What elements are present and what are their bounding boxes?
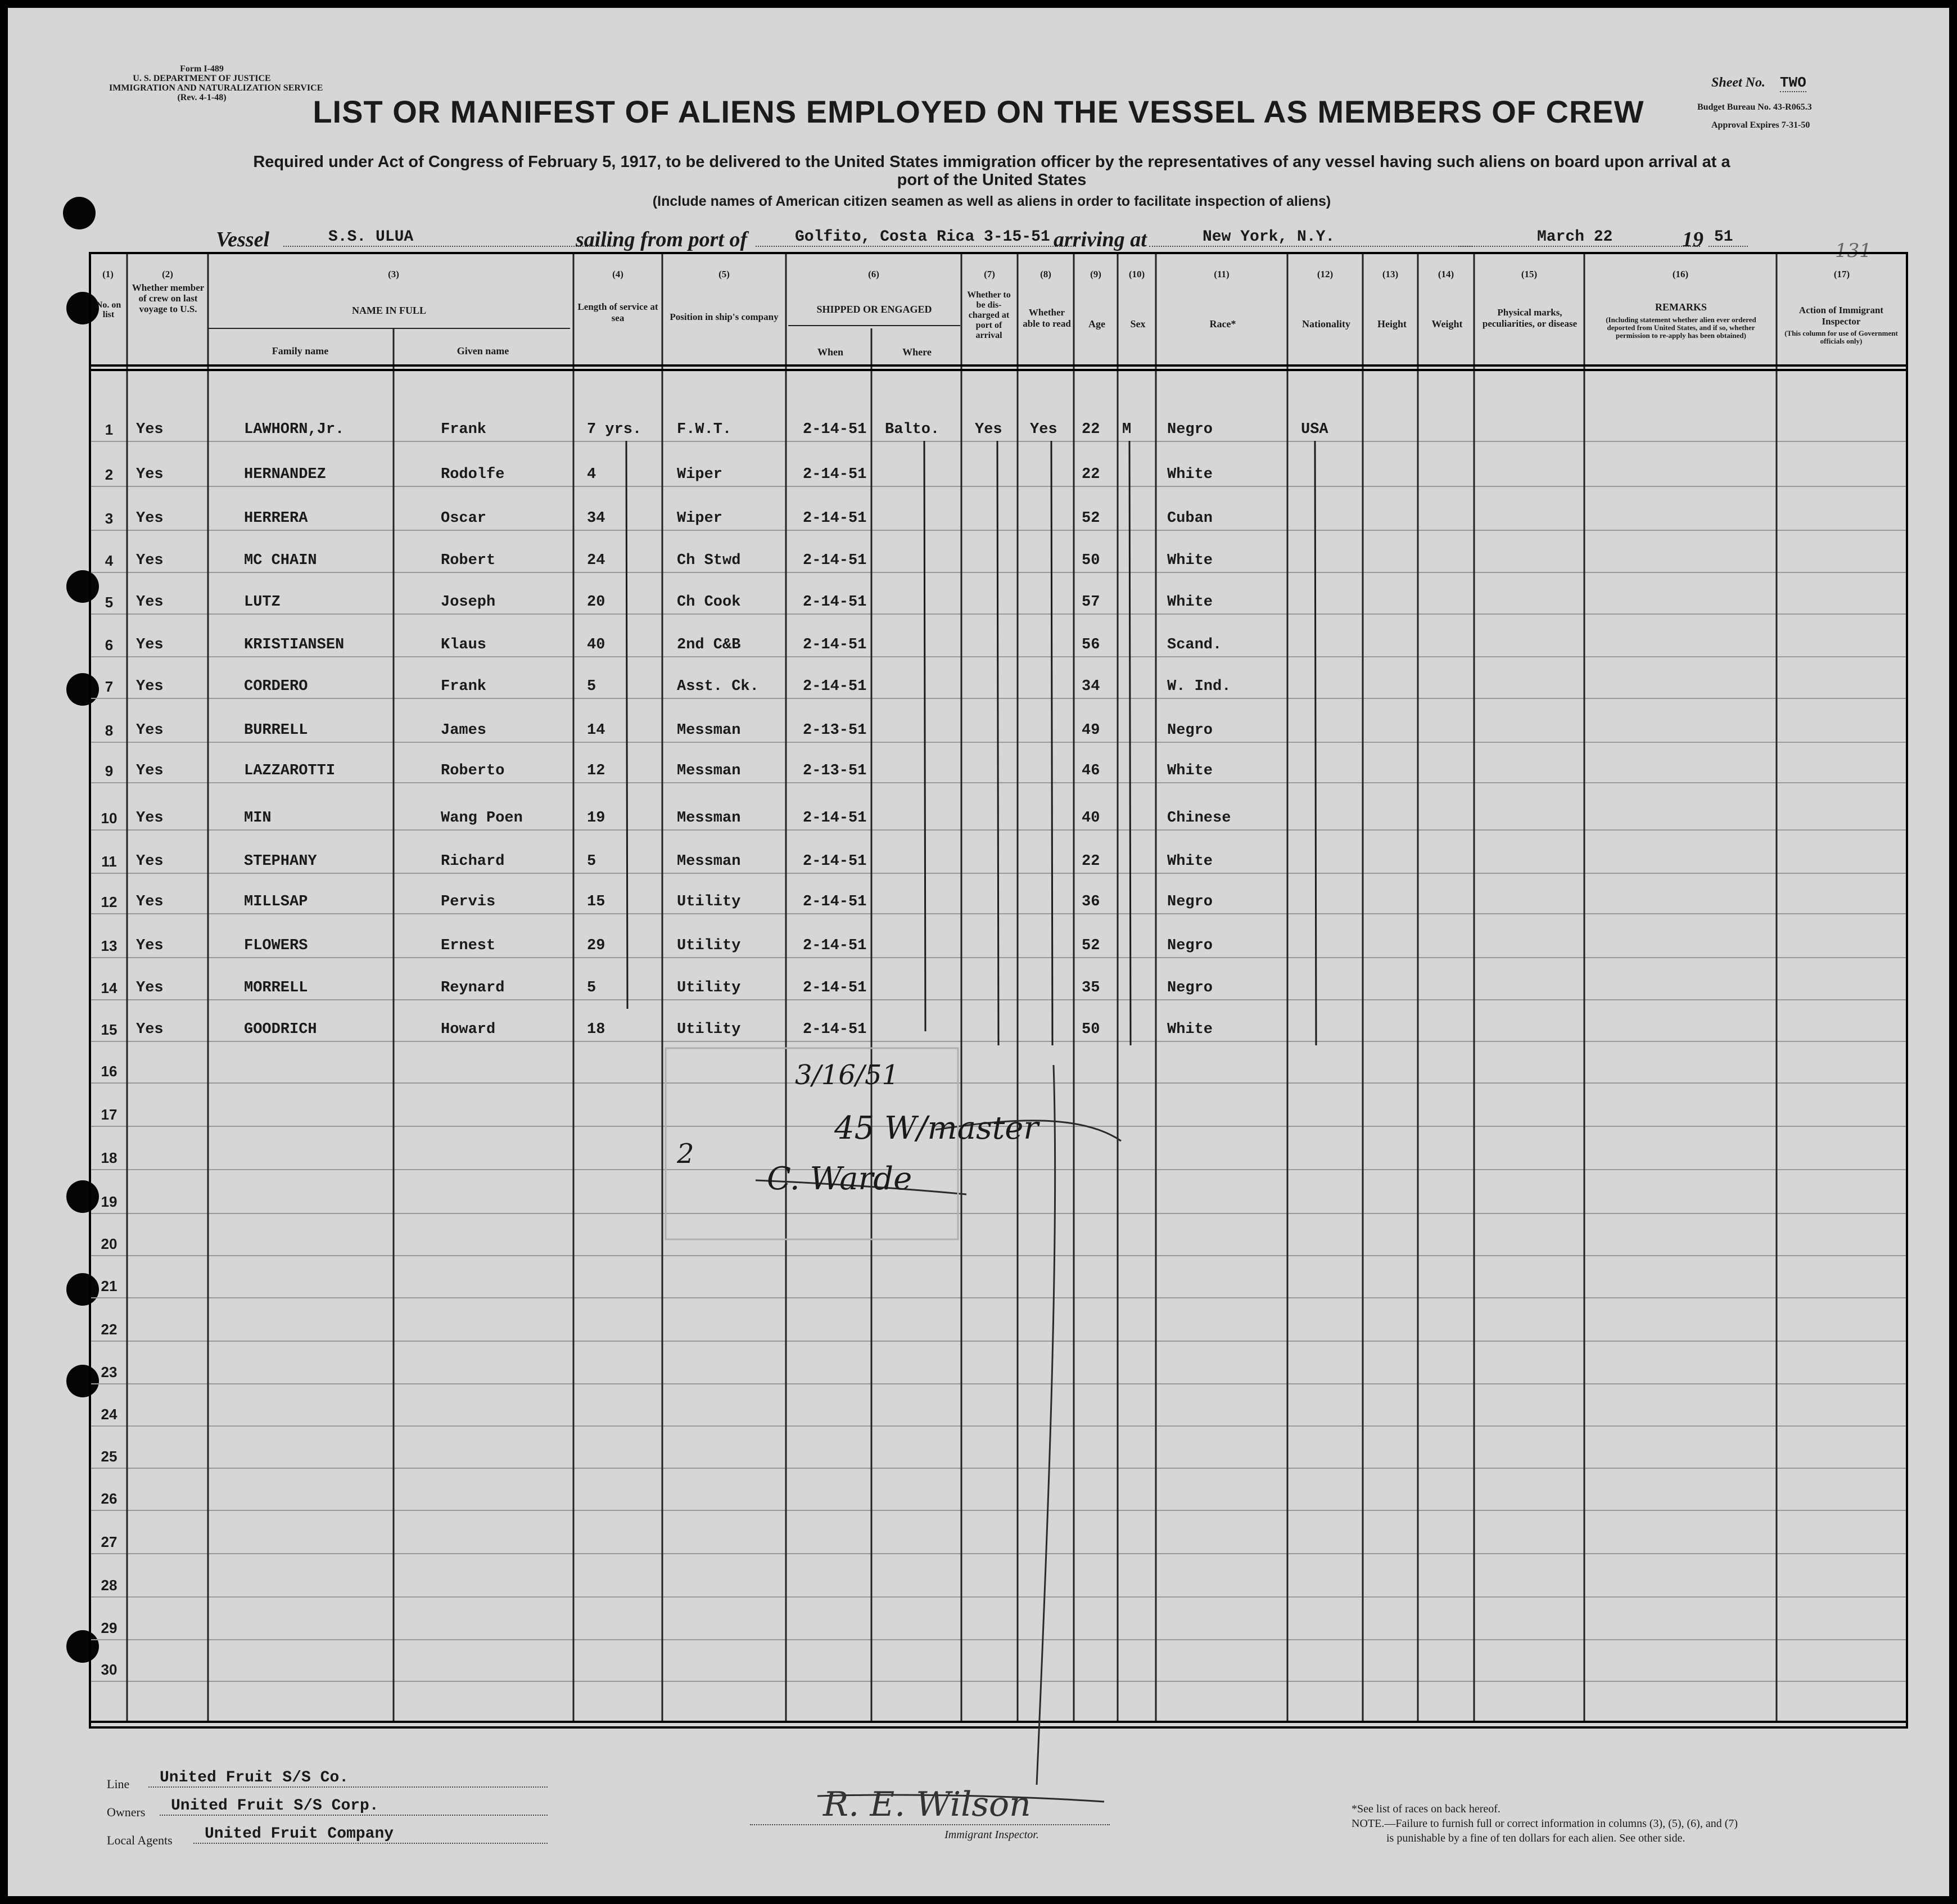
annotation-note: 45 W/master [834, 1110, 1039, 1147]
row-number: 1 [105, 421, 114, 438]
position-cell: Messman [677, 722, 741, 739]
race-cell: Negro [1167, 937, 1213, 954]
column-number: (12) [1317, 269, 1334, 279]
position-cell: Utility [677, 1021, 741, 1038]
footer-line: United Fruit S/S Co. [148, 1769, 548, 1788]
footer-note-2: NOTE.—Failure to furnish full or correct information in columns (3), (5), (6), and (7) [1352, 1817, 1738, 1830]
arrival-date: March 22 [1458, 228, 1700, 247]
service-cell: 7 yrs. [587, 421, 642, 438]
service: IMMIGRATION AND NATURALIZATION SERVICE [109, 83, 323, 93]
row-number: 6 [105, 637, 114, 653]
arriving-at: New York, N.Y. [1149, 228, 1472, 247]
shipped-when-cell: 2-13-51 [803, 762, 867, 779]
given-name-cell: Wang Poen [441, 810, 523, 827]
annotation-count: 2 [677, 1138, 694, 1170]
header-able-read: Whether able to read [1023, 307, 1071, 329]
age-cell: 22 [1082, 466, 1100, 483]
position-cell: Wiper [677, 510, 723, 527]
arriving-label: arriving at [1054, 228, 1147, 251]
age-cell: 34 [1082, 678, 1100, 695]
given-name-cell: Howard [441, 1021, 496, 1038]
shipped-when-cell: 2-14-51 [803, 853, 867, 870]
header-position: Position in ship's company [670, 312, 779, 322]
row-number: 21 [101, 1278, 117, 1294]
service-cell: 29 [587, 937, 605, 954]
age-cell: 46 [1082, 762, 1100, 779]
race-cell: Negro [1167, 894, 1213, 910]
header-when: When [817, 346, 843, 358]
member-cell: Yes [136, 552, 164, 569]
position-cell: Wiper [677, 466, 723, 483]
age-cell: 52 [1082, 937, 1100, 954]
service-cell: 14 [587, 722, 605, 739]
given-name-cell: Rodolfe [441, 466, 505, 483]
shipped-where-cell: Balto. [885, 421, 940, 438]
ditto-stroke [1315, 441, 1316, 1045]
row-number: 19 [101, 1193, 117, 1210]
shipped-when-cell: 2-14-51 [803, 510, 867, 527]
header-given-name: Given name [457, 345, 509, 357]
row-number: 4 [105, 552, 114, 569]
given-name-cell: Richard [441, 853, 505, 870]
position-cell: Ch Stwd [677, 552, 741, 569]
ditto-stroke [997, 441, 998, 1045]
inspector-signature: R. E. Wilson [823, 1785, 1031, 1824]
shipped-when-cell: 2-14-51 [803, 937, 867, 954]
column-number: (14) [1438, 269, 1454, 279]
family-name-cell: MIN [244, 810, 272, 827]
shipped-when-cell: 2-14-51 [803, 421, 867, 438]
position-cell: Messman [677, 853, 741, 870]
race-cell: W. Ind. [1167, 678, 1231, 695]
header-family-name: Family name [272, 345, 329, 357]
row-number: 16 [101, 1063, 117, 1080]
header-discharged: Whether to be dis-charged at port of arrival [967, 290, 1011, 340]
race-cell: Negro [1167, 980, 1213, 996]
family-name-cell: LAWHORN,Jr. [244, 421, 345, 438]
row-number: 30 [101, 1661, 117, 1678]
annotation-note-2: C. Warde [767, 1161, 912, 1197]
header-race: Race* [1209, 318, 1236, 330]
ditto-stroke [1129, 441, 1131, 1045]
family-name-cell: HERNANDEZ [244, 466, 326, 483]
ditto-stroke [626, 441, 627, 1009]
age-cell: 52 [1082, 510, 1100, 527]
sheet-label: Sheet No. [1711, 75, 1765, 90]
member-cell: Yes [136, 762, 164, 779]
family-name-cell: BURRELL [244, 722, 308, 739]
arrival-year: 51 [1709, 228, 1748, 247]
footer-agents: United Fruit Company [193, 1825, 548, 1844]
given-name-cell: Ernest [441, 937, 496, 954]
sailing-label: sailing from port of [576, 228, 748, 251]
member-cell: Yes [136, 1021, 164, 1038]
row-number: 7 [105, 678, 114, 695]
row-number: 14 [101, 980, 117, 996]
family-name-cell: MC CHAIN [244, 552, 317, 569]
column-number: (7) [984, 269, 995, 279]
discharged-cell: Yes [975, 421, 1002, 438]
family-name-cell: HERRERA [244, 510, 308, 527]
header-height: Height [1377, 318, 1407, 330]
service-cell: 34 [587, 510, 605, 527]
year-prefix: 19 [1682, 228, 1703, 251]
shipped-when-cell: 2-14-51 [803, 637, 867, 653]
manifest-sheet [8, 8, 1949, 1896]
column-number: (2) [162, 269, 173, 279]
member-cell: Yes [136, 594, 164, 611]
race-cell: Negro [1167, 421, 1213, 438]
footer-inspector-label: Immigrant Inspector. [944, 1829, 1039, 1841]
budget-bureau: Budget Bureau No. 43-R065.3 [1697, 102, 1812, 112]
row-number: 15 [101, 1021, 117, 1038]
column-number: (5) [718, 269, 730, 279]
department: U. S. DEPARTMENT OF JUSTICE [133, 74, 271, 83]
header-nationality: Nationality [1301, 318, 1350, 330]
vessel-label: Vessel [216, 228, 269, 251]
column-number: (17) [1833, 269, 1850, 279]
race-cell: Negro [1167, 722, 1213, 739]
given-name-cell: Klaus [441, 637, 487, 653]
sailing-from: Golfito, Costa Rica 3-15-51 [756, 228, 1076, 247]
subtitle-requirement: Required under Act of Congress of February 5, 1917, to be delivered to the United States immigration officer by the representatives of any vessel having such aliens on board upon arrival at a [253, 153, 1730, 171]
annotation-date: 3/16/51 [795, 1059, 900, 1091]
column-number: (15) [1521, 269, 1538, 279]
age-cell: 22 [1082, 853, 1100, 870]
position-cell: Messman [677, 810, 741, 827]
family-name-cell: LUTZ [244, 594, 281, 611]
column-number: (6) [868, 269, 879, 279]
shipped-when-cell: 2-14-51 [803, 466, 867, 483]
position-cell: Messman [677, 762, 741, 779]
service-cell: 40 [587, 637, 605, 653]
race-cell: Scand. [1167, 637, 1222, 653]
age-cell: 50 [1082, 552, 1100, 569]
member-cell: Yes [136, 637, 164, 653]
family-name-cell: LAZZAROTTI [244, 762, 336, 779]
row-number: 8 [105, 722, 114, 739]
shipped-when-cell: 2-13-51 [803, 722, 867, 739]
sheet-value: TWO [1780, 74, 1806, 91]
given-name-cell: Frank [441, 678, 487, 695]
header-age: Age [1088, 318, 1105, 330]
member-cell: Yes [136, 678, 164, 695]
race-cell: White [1167, 552, 1213, 569]
race-cell: White [1167, 762, 1213, 779]
shipped-when-cell: 2-14-51 [803, 552, 867, 569]
column-number: (11) [1214, 269, 1230, 279]
able-read-cell: Yes [1030, 421, 1057, 438]
race-cell: White [1167, 466, 1213, 483]
member-cell: Yes [136, 510, 164, 527]
position-cell: F.W.T. [677, 421, 732, 438]
header-remarks-note: (Including statement whether alien ever ordered deported from United States, and if so, whether permission to re-apply has been obtained) [1606, 315, 1756, 340]
position-cell: Utility [677, 980, 741, 996]
service-cell: 4 [587, 466, 596, 483]
service-cell: 19 [587, 810, 605, 827]
header-remarks: REMARKS [1655, 301, 1707, 313]
race-cell: White [1167, 853, 1213, 870]
service-cell: 5 [587, 678, 596, 695]
subtitle-port: port of the United States [897, 171, 1087, 189]
member-cell: Yes [136, 894, 164, 910]
position-cell: Asst. Ck. [677, 678, 759, 695]
row-number: 26 [101, 1490, 117, 1507]
race-cell: Chinese [1167, 810, 1231, 827]
row-number: 29 [101, 1619, 117, 1636]
age-cell: 57 [1082, 594, 1100, 611]
revision: (Rev. 4-1-48) [177, 93, 227, 102]
column-number: (3) [388, 269, 399, 279]
given-name-cell: Frank [441, 421, 487, 438]
row-number: 17 [101, 1106, 117, 1123]
family-name-cell: GOODRICH [244, 1021, 317, 1038]
row-number: 3 [105, 510, 114, 527]
position-cell: Ch Cook [677, 594, 741, 611]
column-number: (8) [1040, 269, 1051, 279]
service-cell: 15 [587, 894, 605, 910]
row-number: 12 [101, 894, 117, 910]
member-cell: Yes [136, 853, 164, 870]
age-cell: 50 [1082, 1021, 1100, 1038]
ditto-stroke [1051, 441, 1052, 1045]
position-cell: 2nd C&B [677, 637, 741, 653]
header-shipped: SHIPPED OR ENGAGED [816, 304, 932, 315]
footer-line-label: Line [107, 1777, 130, 1791]
row-number: 9 [105, 762, 114, 779]
service-cell: 5 [587, 980, 596, 996]
family-name-cell: CORDERO [244, 678, 308, 695]
header-where: Where [902, 346, 932, 358]
row-number: 23 [101, 1364, 117, 1380]
row-number: 20 [101, 1235, 117, 1252]
shipped-when-cell: 2-14-51 [803, 678, 867, 695]
member-cell: Yes [136, 937, 164, 954]
row-number: 27 [101, 1533, 117, 1550]
header-action: Action of Immigrant Inspector [1798, 305, 1884, 327]
given-name-cell: Reynard [441, 980, 505, 996]
signature-line [750, 1824, 1110, 1825]
header-length-service: Length of service at sea [577, 301, 658, 323]
form-number: Form I-489 [180, 64, 224, 74]
age-cell: 40 [1082, 810, 1100, 827]
shipped-when-cell: 2-14-51 [803, 810, 867, 827]
page-stamp: 131 [1835, 240, 1872, 262]
ditto-stroke [924, 441, 925, 1031]
row-number: 24 [101, 1406, 117, 1423]
family-name-cell: FLOWERS [244, 937, 308, 954]
service-cell: 24 [587, 552, 605, 569]
header-action-note: (This column for use of Government officials only) [1784, 329, 1898, 345]
race-cell: White [1167, 594, 1213, 611]
shipped-when-cell: 2-14-51 [803, 594, 867, 611]
given-name-cell: Roberto [441, 762, 505, 779]
footer-owners: United Fruit S/S Corp. [160, 1797, 548, 1816]
row-number: 10 [101, 810, 117, 827]
header-name-in-full: NAME IN FULL [351, 305, 426, 316]
member-cell: Yes [136, 980, 164, 996]
family-name-cell: STEPHANY [244, 853, 317, 870]
sex-cell: M [1122, 421, 1132, 438]
service-cell: 12 [587, 762, 605, 779]
age-cell: 56 [1082, 637, 1100, 653]
row-number: 11 [101, 853, 117, 870]
vessel-name: S.S. ULUA [283, 228, 615, 247]
given-name-cell: Oscar [441, 510, 487, 527]
service-cell: 5 [587, 853, 596, 870]
age-cell: 22 [1082, 421, 1100, 438]
approval-expires: Approval Expires 7-31-50 [1711, 120, 1810, 130]
shipped-when-cell: 2-14-51 [803, 894, 867, 910]
race-cell: Cuban [1167, 510, 1213, 527]
header-no-on-list: No. on list [96, 300, 121, 319]
column-number: (1) [102, 269, 114, 279]
family-name-cell: MILLSAP [244, 894, 308, 910]
given-name-cell: James [441, 722, 487, 739]
member-cell: Yes [136, 722, 164, 739]
age-cell: 49 [1082, 722, 1100, 739]
age-cell: 35 [1082, 980, 1100, 996]
given-name-cell: Robert [441, 552, 496, 569]
column-number: (9) [1090, 269, 1101, 279]
given-name-cell: Pervis [441, 894, 496, 910]
column-number: (16) [1672, 269, 1689, 279]
header-sex: Sex [1130, 318, 1146, 330]
member-cell: Yes [136, 421, 164, 438]
family-name-cell: KRISTIANSEN [244, 637, 345, 653]
shipped-when-cell: 2-14-51 [803, 1021, 867, 1038]
form-title: LIST OR MANIFEST OF ALIENS EMPLOYED ON THE VESSEL AS MEMBERS OF CREW [313, 94, 1644, 129]
row-number: 25 [101, 1448, 117, 1465]
position-cell: Utility [677, 894, 741, 910]
shipped-when-cell: 2-14-51 [803, 980, 867, 996]
column-number: (13) [1382, 269, 1399, 279]
row-number: 18 [101, 1149, 117, 1166]
column-number: (4) [612, 269, 623, 279]
row-number: 5 [105, 594, 114, 611]
member-cell: Yes [136, 466, 164, 483]
row-number: 13 [101, 937, 117, 954]
footer-owners-label: Owners [107, 1805, 146, 1819]
row-number: 22 [101, 1321, 117, 1338]
service-cell: 20 [587, 594, 605, 611]
age-cell: 36 [1082, 894, 1100, 910]
column-number: (10) [1128, 269, 1145, 279]
nationality-cell: USA [1301, 421, 1328, 438]
header-physical: Physical marks, peculiarities, or disease [1482, 307, 1578, 329]
header-weight: Weight [1431, 318, 1463, 330]
family-name-cell: MORRELL [244, 980, 308, 996]
given-name-cell: Joseph [441, 594, 496, 611]
header-whether-member: Whether member of crew on last voyage to U.S. [132, 282, 205, 314]
footer-note-3: is punishable by a fine of ten dollars for each alien. See other side. [1386, 1832, 1685, 1844]
footer-note-1: *See list of races on back hereof. [1352, 1803, 1500, 1815]
member-cell: Yes [136, 810, 164, 827]
race-cell: White [1167, 1021, 1213, 1038]
footer-agents-label: Local Agents [107, 1833, 173, 1847]
row-number: 2 [105, 466, 114, 483]
position-cell: Utility [677, 937, 741, 954]
service-cell: 18 [587, 1021, 605, 1038]
row-number: 28 [101, 1577, 117, 1594]
subtitle-include: (Include names of American citizen seamen as well as aliens in order to facilitate inspection of aliens) [652, 193, 1331, 209]
